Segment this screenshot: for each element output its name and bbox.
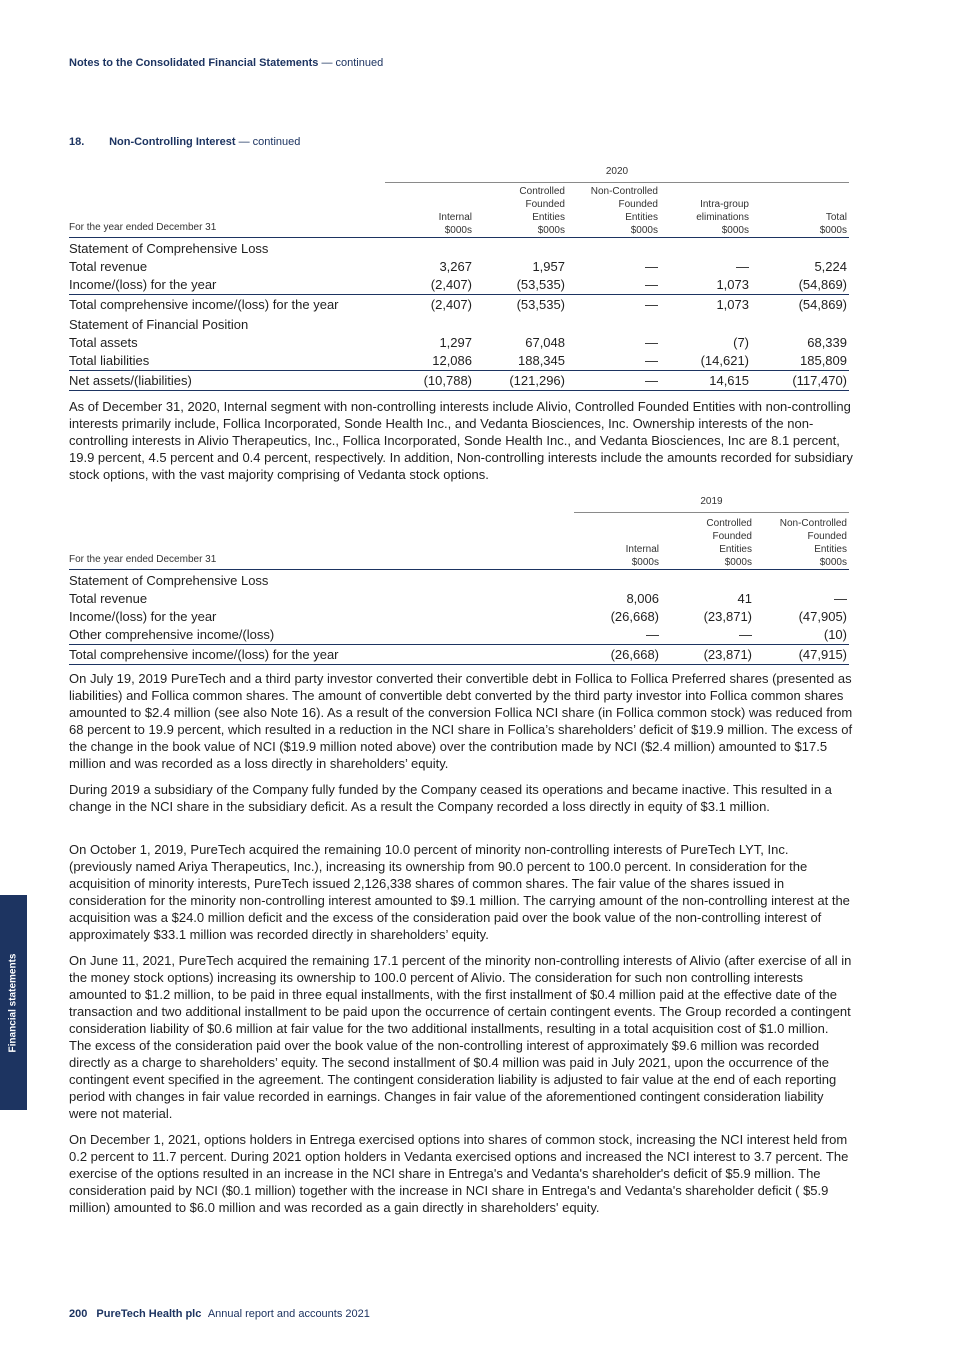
- table-cell: —: [645, 373, 658, 388]
- table-cell: —: [646, 627, 659, 642]
- table-cell: 68,339: [807, 335, 847, 350]
- table-cell: 1,957: [532, 259, 565, 274]
- table-rule: [69, 294, 849, 295]
- table-2020-year: 2020: [605, 166, 629, 177]
- table-row: [69, 297, 849, 315]
- column-header: [642, 517, 752, 569]
- table-cell: 185,809: [800, 353, 847, 368]
- running-header: [69, 57, 383, 69]
- table-row: [69, 277, 849, 295]
- table-cell: —: [645, 259, 658, 274]
- table-row: [69, 335, 849, 353]
- column-header-line: Non-Controlled: [590, 186, 658, 197]
- table-cell: 8,006: [626, 591, 659, 606]
- table-cell: (26,668): [610, 647, 659, 662]
- column-header: [737, 211, 847, 237]
- column-header-line: Founded: [712, 531, 752, 542]
- table-row: [69, 573, 849, 591]
- table-row: [69, 647, 849, 665]
- company-name: PureTech Health plc: [96, 1308, 202, 1320]
- column-header-line: $000s: [724, 557, 752, 568]
- table-cell: (14,621): [700, 353, 749, 368]
- running-header-suffix: — continued: [321, 57, 384, 69]
- row-label: Statement of Financial Position: [69, 317, 249, 332]
- table-cell: 1,297: [439, 335, 472, 350]
- section-tab-label: Financial statements: [7, 953, 19, 1053]
- table-cell: (10,788): [423, 373, 472, 388]
- table-2019-year: 2019: [700, 496, 723, 507]
- table-cell: (2,407): [430, 297, 472, 312]
- table-cell: —: [739, 627, 752, 642]
- table-cell: (47,905): [798, 609, 847, 624]
- table-rule: [69, 370, 849, 371]
- column-header-line: $000s: [721, 225, 749, 236]
- table-cell: 3,267: [439, 259, 472, 274]
- section-suffix: — continued: [238, 136, 301, 148]
- table-row: [69, 591, 849, 609]
- column-header-line: $000s: [631, 557, 659, 568]
- column-header-line: $000s: [819, 557, 847, 568]
- section-heading: [69, 136, 300, 148]
- table-row: [69, 241, 849, 259]
- table-cell: 1,073: [716, 277, 749, 292]
- table-2020-header-rule: [69, 237, 849, 238]
- column-header-line: Total: [825, 212, 847, 223]
- column-header-line: Entities: [719, 544, 752, 555]
- table-cell: (26,668): [610, 609, 659, 624]
- table-row: [69, 627, 849, 645]
- table-cell: (23,871): [703, 647, 752, 662]
- table-cell: 188,345: [518, 353, 565, 368]
- column-header-line: Founded: [807, 531, 847, 542]
- running-header-title: Notes to the Consolidated Financial Statements: [69, 57, 319, 69]
- column-header-line: Controlled: [706, 518, 752, 529]
- paragraph-inactive-subsidiary: During 2019 a subsidiary of the Company fully funded by the Company ceased its operations and became inactive. This resulted in a change in the NCI share in the subsidiary deficit. As a result the Company recorded a loss directly in equity of $3.1 million.: [69, 782, 832, 814]
- table-row: [69, 259, 849, 277]
- row-label: Other comprehensive income/(loss): [69, 627, 275, 642]
- table-cell: 5,224: [814, 259, 847, 274]
- table-cell: 41: [737, 591, 752, 606]
- section-title: Non-Controlling Interest: [109, 136, 236, 148]
- row-label: Net assets/(liabilities): [69, 373, 192, 388]
- table-2019: [69, 496, 849, 666]
- table-rule: [69, 664, 849, 665]
- column-header-line: Entities: [532, 212, 565, 223]
- column-header-line: $000s: [819, 225, 847, 236]
- row-label: Statement of Comprehensive Loss: [69, 241, 269, 256]
- table-cell: (54,869): [798, 277, 847, 292]
- table-cell: (47,915): [798, 647, 847, 662]
- table-2019-row-header: For the year ended December 31: [69, 554, 217, 565]
- table-row: [69, 353, 849, 371]
- table-cell: —: [736, 259, 749, 274]
- row-label: Total assets: [69, 335, 138, 350]
- row-label: Total revenue: [69, 259, 148, 274]
- table-row: [69, 609, 849, 627]
- column-header-line: eliminations: [696, 212, 749, 223]
- column-header-line: $000s: [630, 225, 658, 236]
- column-header-line: Controlled: [519, 186, 565, 197]
- row-label: Total liabilities: [69, 353, 150, 368]
- page-number: 200: [69, 1308, 88, 1320]
- table-cell: (53,535): [516, 277, 565, 292]
- table-row: [69, 373, 849, 391]
- column-header-line: Non-Controlled: [779, 518, 847, 529]
- column-header: [737, 517, 847, 569]
- table-cell: —: [645, 277, 658, 292]
- table-cell: 67,048: [525, 335, 565, 350]
- column-header-line: $000s: [444, 225, 472, 236]
- page-footer: [69, 1308, 370, 1320]
- row-label: Income/(loss) for the year: [69, 609, 217, 624]
- paragraph-entrega-vedanta: On December 1, 2021, options holders in Entrega exercised options into shares of common stock, increasing the NCI interest held from 0.2 percent to 11.7 percent. During 2021 option holders in Vedanta exercised options and increased the NCI interest to 3.7 percent. The exercise of the options resulted in an increase in the NCI share in Entrega's and Vedanta's shareholder's deficit of $5.9 million. The consideration paid by NCI ($0.1 million) together with the increase in NCI share in Entrega's and Vedanta's shareholder deficit ( $5.9 million) amounted to $6.0 million and was recorded as a gain directly in shareholders' equity.: [69, 1132, 849, 1215]
- table-2019-header-rule: [69, 569, 849, 570]
- table-2019-year-rule: [574, 512, 849, 513]
- table-cell: —: [645, 297, 658, 312]
- table-cell: (7): [733, 335, 749, 350]
- column-header-line: Founded: [618, 199, 658, 210]
- table-cell: (10): [823, 627, 847, 642]
- column-header-line: Internal: [438, 212, 472, 223]
- table-2020-year-rule: [385, 182, 849, 183]
- column-header-line: Entities: [625, 212, 658, 223]
- column-header-line: Internal: [625, 544, 659, 555]
- table-cell: (121,296): [509, 373, 565, 388]
- table-cell: (54,869): [798, 297, 847, 312]
- table-2020: [69, 166, 849, 394]
- column-header-line: Founded: [525, 199, 565, 210]
- paragraph-alivio-acquisition: On June 11, 2021, PureTech acquired the remaining 17.1 percent of the minority non-controlling interests of Alivio (after exercise of all in the money stock options) increasing its ownership to 100.0 percent of Alivio. The consideration for such non controlling interests amounted to $1.2 million, to be paid in three equal installments, with the first installment of $0.4 million paid at the effective date of the transaction and two additional installment to be paid upon the occurrence of certain contingent events. The Group recorded a contingent consideration liability of $0.6 million at fair value for the two additional installments, resulting in a total acquisition cost of $1.0 million. The excess of the consideration paid over the book value of the non-controlling interest of approximately $9.6 million was recorded directly as a charge to shareholders’ equity. The second installment of $0.4 million was paid in July 2021, upon the occurrence of the contingent event specified in the agreement. The contingent consideration liability is adjusted to fair value at the end of each reporting period with changes in fair value recorded in earnings. Changes in fair value of the aforementioned contingent consideration liability were not material.: [69, 953, 852, 1121]
- row-label: Total comprehensive income/(loss) for the year: [69, 297, 339, 312]
- table-cell: 12,086: [432, 353, 472, 368]
- table-cell: (2,407): [430, 277, 472, 292]
- table-cell: —: [645, 353, 658, 368]
- paragraph-ownership-2020: As of December 31, 2020, Internal segment with non-controlling interests include Alivio, Controlled Founded Entities with non-controlling interests primarily include, Follica Incorporated, Sonde Health Inc., and Vedanta Biosciences, Inc. Ownership interests of the non-controlling interests in Alivio Therapeutics, Inc., Follica Incorporated, Sonde Health Inc., and Vedanta Biosciences, Inc are 8.1 percent, 19.9 percent, 4.5 percent and 0.4 percent, respectively. In addition, Non-controlling interests include the amounts recorded for subsidiary stock options, with the vast majority comprising of Vedanta stock options.: [69, 399, 853, 482]
- paragraph-puretech-lyt: On October 1, 2019, PureTech acquired the remaining 10.0 percent of minority non-controlling interests of PureTech LYT, Inc. (previously named Ariya Therapeutics, Inc.), increasing its ownership from 90.0 percent to 100.0 percent. In consideration for the acquisition of minority interests, PureTech issued 2,126,338 shares of common shares. The fair value of the shares issued in consideration for the minority non-controlling interest amounted to $9.1 million. The carrying amount of the non-controlling interest at the acquisition was a $24.0 million deficit and the excess of the consideration paid over the book value of the non-controlling interest of approximately $33.1 million was recorded directly in shareholders’ equity.: [69, 842, 850, 942]
- table-rule: [69, 390, 849, 391]
- section-number: 18.: [69, 136, 85, 148]
- table-cell: 1,073: [716, 297, 749, 312]
- table-cell: 14,615: [709, 373, 749, 388]
- table-cell: —: [645, 335, 658, 350]
- table-cell: (23,871): [703, 609, 752, 624]
- row-label: Total revenue: [69, 591, 148, 606]
- table-cell: (53,535): [516, 297, 565, 312]
- table-cell: (117,470): [792, 373, 847, 388]
- table-rule: [69, 644, 849, 645]
- column-header-line: Intra-group: [700, 199, 749, 210]
- column-header-line: $000s: [537, 225, 565, 236]
- document-title: Annual report and accounts 2021: [207, 1308, 370, 1320]
- row-label: Statement of Comprehensive Loss: [69, 573, 269, 588]
- paragraph-follica-conversion: On July 19, 2019 PureTech and a third party investor converted their convertible debt in Follica to Follica Preferred shares (presented as liabilities) and Follica common shares. The amount of convertible debt converted by the third party investor into Follica common shares amounted to $2.4 million (see also Note 16). As a result of the conversion Follica NCI share (in Follica common stock) was reduced from 68 percent to 19.9 percent, which resulted in a reduction in the NCI share in Follica’s shareholders’ deficit of $19.9 million. The excess of the change in the book value of NCI ($19.9 million noted above) over the contribution made by NCI ($2.4 million) amounted to $17.5 million and was recorded as a loss directly in shareholders’ equity.: [69, 671, 853, 771]
- table-2020-row-header: For the year ended December 31: [69, 222, 217, 233]
- row-label: Income/(loss) for the year: [69, 277, 217, 292]
- column-header: [639, 198, 749, 237]
- row-label: Total comprehensive income/(loss) for the year: [69, 647, 339, 662]
- table-row: [69, 317, 849, 335]
- column-header-line: Entities: [814, 544, 847, 555]
- table-cell: —: [834, 591, 847, 606]
